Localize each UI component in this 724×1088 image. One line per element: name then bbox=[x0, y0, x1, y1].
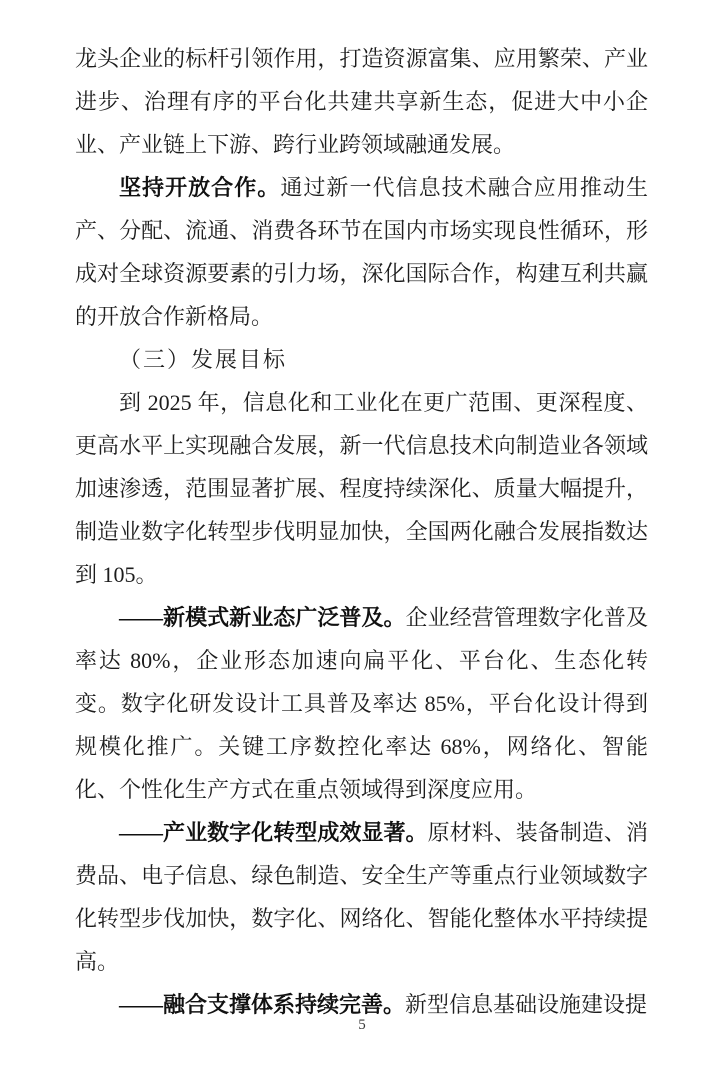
lead-in-bold-run: 坚持开放合作。 bbox=[119, 175, 281, 200]
paragraph bbox=[75, 381, 648, 596]
text-run: 企业经营管理数字化普及率达 80%，企业形态加速向扁平化、平台化、生态化转变。数字化研发设计工具普及率达 85%，平台化设计得到规模化推广。关键工序数控化率达 68%，网络化、智能化、个性化生产方式在重点领域得到深度应用。 bbox=[75, 605, 648, 802]
paragraph bbox=[75, 811, 648, 983]
text-run: 新型信息基础设施建设提 bbox=[405, 992, 648, 1017]
text-run: 到 2025 年，信息化和工业化在更广范围、更深程度、更高水平上实现融合发展，新一代信息技术向制造业各领域加速渗透，范围显著扩展、程度持续深化、质量大幅提升，制造业数字化转型步伐明显加快，全国两化融合发展指数达到 105。 bbox=[75, 390, 648, 587]
paragraph bbox=[75, 37, 648, 166]
text-run: 龙头企业的标杆引领作用，打造资源富集、应用繁荣、产业进步、治理有序的平台化共建共享新生态，促进大中小企业、产业链上下游、跨行业跨领域融通发展。 bbox=[75, 46, 648, 157]
lead-in-bold-run: ——产业数字化转型成效显著。 bbox=[119, 820, 428, 845]
text-run: 原材料、装备制造、消费品、电子信息、绿色制造、安全生产等重点行业领域数字化转型步伐加快，数字化、网络化、智能化整体水平持续提高。 bbox=[75, 820, 648, 974]
lead-in-bold-run: ——融合支撑体系持续完善。 bbox=[119, 992, 406, 1017]
paragraph bbox=[75, 596, 648, 811]
page-footer bbox=[0, 1015, 724, 1035]
text-run: （三）发展目标 bbox=[119, 347, 288, 372]
text-run: 通过新一代信息技术融合应用推动生产、分配、流通、消费各环节在国内市场实现良性循环，形成对全球资源要素的引力场，深化国际合作，构建互利共赢的开放合作新格局。 bbox=[75, 175, 648, 329]
lead-in-bold-run: ——新模式新业态广泛普及。 bbox=[119, 605, 406, 630]
page-number: 5 bbox=[358, 1017, 366, 1033]
paragraph bbox=[75, 166, 648, 338]
section-heading bbox=[75, 338, 648, 381]
document-body bbox=[75, 37, 648, 1026]
